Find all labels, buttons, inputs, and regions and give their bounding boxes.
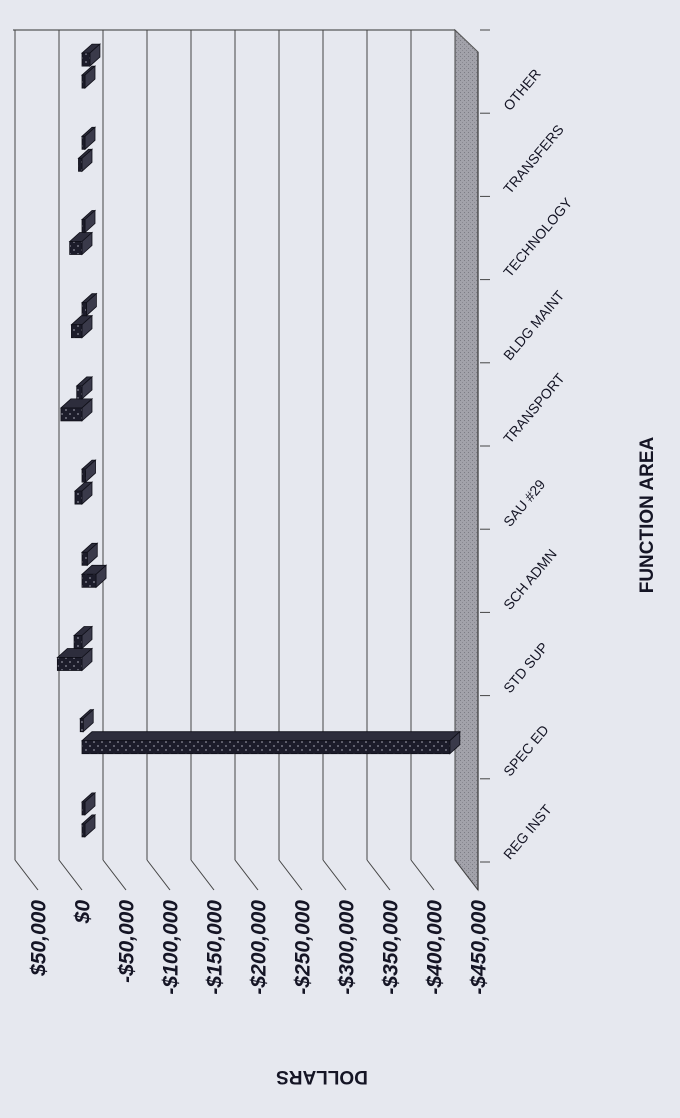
category-label: SAU #29 (500, 476, 549, 530)
bar (80, 710, 93, 732)
gridline-depth (323, 860, 346, 890)
y-tick-label: -$50,000 (115, 900, 139, 983)
bar (82, 565, 106, 587)
bar (70, 233, 92, 255)
bar (82, 732, 460, 754)
bar-face (82, 53, 90, 66)
bar-face (82, 574, 96, 587)
bar (78, 149, 92, 171)
y-tick-label: -$450,000 (467, 900, 491, 995)
bar-face (70, 242, 82, 255)
bar-face (82, 802, 85, 815)
gridline-depth (147, 860, 170, 890)
gridline-depth (103, 860, 126, 890)
y-tick-label: -$200,000 (247, 900, 271, 995)
bars (57, 44, 459, 837)
bar-face (71, 325, 82, 338)
bar (77, 377, 92, 399)
bar (82, 543, 97, 565)
gridline-depth (191, 860, 214, 890)
gridline-depth (411, 860, 434, 890)
bar-face (82, 75, 85, 88)
y-axis-title: DOLLARS (276, 1066, 368, 1087)
y-tick-label: $0 (71, 900, 95, 924)
bar-face (82, 824, 85, 837)
bar-face (78, 158, 82, 171)
category-label: SCH ADMN (500, 545, 560, 613)
bar (82, 460, 96, 482)
bar-face (57, 658, 82, 671)
floor-side (455, 30, 478, 890)
bar (71, 316, 92, 338)
y-tick-label: -$250,000 (291, 900, 315, 995)
bar (82, 211, 95, 233)
y-axis-tick-labels (28, 900, 491, 995)
bar-face (75, 491, 82, 504)
bar-face (61, 408, 82, 421)
bar (82, 793, 95, 815)
bar (74, 627, 92, 649)
gridline-depth (235, 860, 258, 890)
category-label: OTHER (500, 65, 544, 114)
bar (82, 815, 95, 837)
bar-face (82, 220, 85, 233)
y-tick-label: -$100,000 (159, 900, 183, 995)
bar-top (82, 732, 460, 741)
category-label: TECHNOLOGY (500, 194, 576, 280)
gridline-depth (15, 860, 38, 890)
bar (82, 127, 95, 149)
bar (75, 482, 92, 504)
y-tick-label: -$400,000 (423, 900, 447, 995)
y-tick-label: -$150,000 (203, 900, 227, 995)
x-axis-title: FUNCTION AREA (637, 436, 658, 594)
gridline-depth (367, 860, 390, 890)
y-tick-label: -$350,000 (379, 900, 403, 995)
category-label: TRANSPORT (500, 370, 568, 447)
bar-face (82, 741, 450, 754)
bar (57, 649, 92, 671)
category-labels (500, 66, 576, 863)
bar (82, 66, 95, 88)
category-label: TRANSFERS (500, 121, 567, 197)
bar (61, 399, 92, 421)
gridline-depth (279, 860, 302, 890)
bar-face (82, 469, 86, 482)
category-label: REG INST (500, 801, 555, 863)
bar-face (80, 719, 83, 732)
bar-face (77, 386, 82, 399)
y-tick-label: -$300,000 (335, 900, 359, 995)
bar-face (82, 552, 87, 565)
category-label: BLDG MAINT (500, 287, 568, 364)
bar (82, 294, 96, 316)
y-tick-label: $50,000 (27, 900, 51, 976)
bar-face (74, 636, 82, 649)
gridline-depth (59, 860, 82, 890)
bar-face (82, 136, 85, 149)
bar-face (82, 303, 86, 316)
bar (82, 44, 100, 66)
category-label: STD SUP (500, 639, 552, 696)
category-label: SPEC ED (500, 721, 552, 780)
